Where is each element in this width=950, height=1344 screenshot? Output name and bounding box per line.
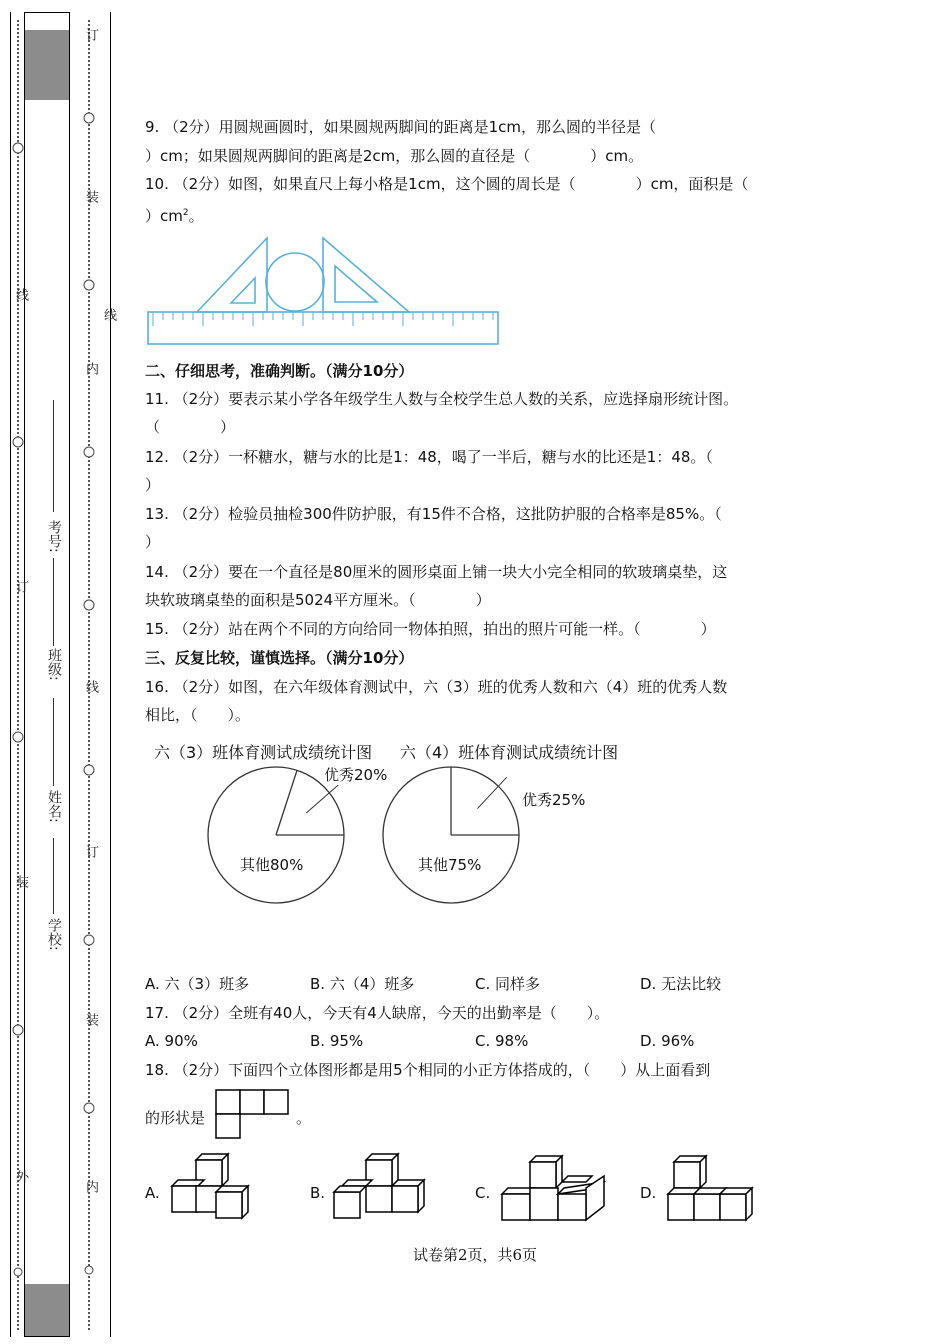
q16-line-1: 16. （2分）如图，在六年级体育测试中，六（3）班的优秀人数和六（4）班的优秀人数 bbox=[145, 678, 728, 696]
q14-line-2: 块软玻璃桌垫的面积是5024平方厘米。（ ） bbox=[145, 591, 491, 609]
q17-line-1: 17. （2分）全班有40人，今天有4人缺席，今天的出勤率是（ ）。 bbox=[145, 1004, 610, 1022]
q18-top-view-shape bbox=[214, 1088, 290, 1140]
q10-line-1: 10. （2分）如图，如果直尺上每小格是1cm，这个圆的周长是（ ）cm，面积是（ bbox=[145, 175, 749, 193]
q16-option-a[interactable]: A. 六（3）班多 bbox=[145, 975, 250, 993]
section-2-title: 二、仔细思考，准确判断。（满分10分） bbox=[145, 362, 414, 380]
q13-line-1: 13. （2分）检验员抽检300件防护服，有15件不合格，这批防护服的合格率是85%。（ bbox=[145, 505, 722, 523]
right-set-square bbox=[323, 238, 409, 312]
field-class-label: 班级: bbox=[46, 648, 62, 681]
field-class-line[interactable] bbox=[53, 558, 54, 646]
margin-char-inner-ding: 订 bbox=[13, 580, 28, 593]
q9-line-2: ）cm；如果圆规两脚间的距离是2cm，那么圆的直径是（ ）cm。 bbox=[145, 147, 644, 165]
ruler-ticks bbox=[153, 312, 493, 326]
field-school-label: 学校: bbox=[46, 918, 62, 951]
q14-line-1: 14. （2分）要在一个直径是80厘米的圆形桌面上铺一块大小完全相同的软玻璃桌垫，这 bbox=[145, 563, 728, 581]
q9-line-1: 9. （2分）用圆规画圆时，如果圆规两脚间的距离是1cm，那么圆的半径是（ bbox=[145, 118, 657, 136]
pie-1-label-other: 其他80% bbox=[240, 856, 304, 874]
section-3-title: 三、反复比较，谨慎选择。（满分10分） bbox=[145, 649, 414, 667]
q18-option-c-label[interactable]: C. bbox=[475, 1184, 491, 1202]
binding-margin bbox=[0, 0, 115, 1344]
q16-option-b[interactable]: B. 六（4）班多 bbox=[310, 975, 415, 993]
pie-2-label-excellent: 优秀25% bbox=[522, 791, 586, 809]
q13-line-2: ） bbox=[145, 533, 161, 551]
q17-option-b[interactable]: B. 95% bbox=[310, 1032, 364, 1050]
q11-line-2: （ ） bbox=[145, 418, 236, 436]
q12-line-1: 12. （2分）一杯糖水，糖与水的比是1：48，喝了一半后，糖与水的比还是1：48。（ bbox=[145, 448, 713, 466]
q12-line-2: ） bbox=[145, 476, 161, 494]
pie-1-label-excellent: 优秀20% bbox=[324, 766, 388, 784]
q17-option-a[interactable]: A. 90% bbox=[145, 1032, 198, 1050]
q18-option-b-cubes[interactable] bbox=[332, 1152, 442, 1222]
q18-option-d-cubes[interactable] bbox=[664, 1152, 764, 1222]
pie-chart-2-title: 六（4）班体育测试成绩统计图 bbox=[400, 743, 619, 762]
q18-line-2b: 。 bbox=[296, 1109, 312, 1127]
pie-chart-1-title: 六（3）班体育测试成绩统计图 bbox=[154, 743, 373, 762]
q10-line-2-text: ）cm bbox=[145, 207, 183, 225]
field-school-line[interactable] bbox=[53, 838, 54, 914]
field-name-label: 姓名: bbox=[46, 790, 62, 823]
q17-option-c[interactable]: C. 98% bbox=[475, 1032, 529, 1050]
page-footer: 试卷第2页，共6页 bbox=[412, 1246, 538, 1264]
q10-line-2 bbox=[145, 203, 204, 226]
q16-option-d[interactable]: D. 无法比较 bbox=[640, 975, 722, 993]
left-set-square-hole bbox=[231, 278, 255, 303]
margin-char-xian-2: 线 bbox=[83, 680, 98, 693]
field-exam-no-label: 考号: bbox=[46, 520, 62, 553]
margin-char-zhuang-1: 装 bbox=[83, 190, 98, 203]
q18-option-a-label[interactable]: A. bbox=[145, 1184, 160, 1202]
field-exam-no-line[interactable] bbox=[53, 400, 54, 512]
margin-char-inner-xian: 线 bbox=[13, 288, 28, 301]
ruler-circle bbox=[266, 253, 324, 311]
q10-superscript: 2 bbox=[182, 208, 189, 218]
q16-option-c[interactable]: C. 同样多 bbox=[475, 975, 541, 993]
q18-option-d-label[interactable]: D. bbox=[640, 1184, 657, 1202]
q18-option-c-cubes[interactable] bbox=[500, 1152, 610, 1222]
margin-char-inner-zhuang: 装 bbox=[13, 875, 28, 888]
q18-option-a-cubes[interactable] bbox=[168, 1152, 268, 1222]
pie-2-label-other: 其他75% bbox=[418, 856, 482, 874]
q17-option-d[interactable]: D. 96% bbox=[640, 1032, 695, 1050]
margin-char-nei-2: 内 bbox=[83, 1180, 98, 1193]
q16-line-2: 相比，（ ）。 bbox=[145, 706, 251, 724]
margin-char-zhuang-2: 装 bbox=[83, 1013, 98, 1026]
margin-char-ding-1: 订 bbox=[83, 28, 98, 41]
q10-line-2-end: 。 bbox=[188, 207, 204, 225]
margin-char-inner-wai: 外 bbox=[13, 1170, 28, 1183]
ruler-figure bbox=[145, 236, 505, 348]
q18-option-b-label[interactable]: B. bbox=[310, 1184, 326, 1202]
q11-line-1: 11. （2分）要表示某小学各年级学生人数与全校学生总人数的关系，应选择扇形统计图。 bbox=[145, 390, 739, 408]
margin-char-ding-2: 订 bbox=[83, 845, 98, 858]
margin-char-nei-1: 内 bbox=[83, 362, 98, 375]
field-name-line[interactable] bbox=[53, 698, 54, 786]
q18-line-2a: 的形状是 bbox=[145, 1109, 206, 1127]
right-set-square-hole bbox=[335, 266, 377, 302]
q18-line-1: 18. （2分）下面四个立体图形都是用5个相同的小正方体搭成的，（ ）从上面看到 bbox=[145, 1061, 711, 1079]
margin-char-xian-1: 线 bbox=[101, 308, 116, 321]
pie-charts bbox=[200, 760, 600, 910]
q15-line-1: 15. （2分）站在两个不同的方向给同一物体拍照，拍出的照片可能一样。（ ） bbox=[145, 620, 716, 638]
